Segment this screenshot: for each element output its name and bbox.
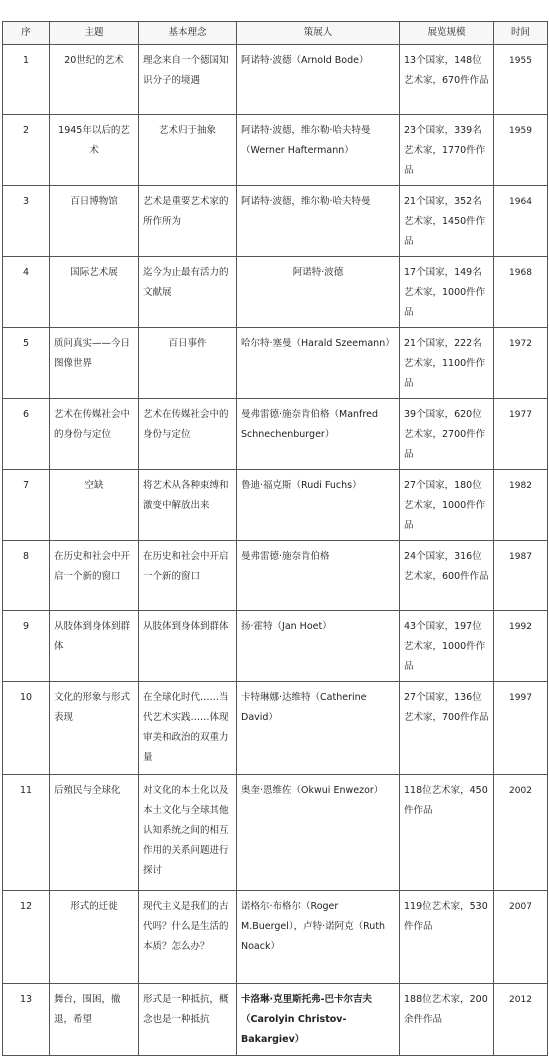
row-concept: 形式是一种抵抗，概念也是一种抵抗 xyxy=(139,984,237,1056)
row-theme: 形式的迁徙 xyxy=(50,891,139,984)
row-scale: 21个国家，352名艺术家，1450件作品 xyxy=(400,186,494,257)
row-theme: 百日博物馆 xyxy=(50,186,139,257)
row-curator: 卡洛琳·克里斯托弗-巴卡尔吉夫（Carolyin Christov-Bakargiev） xyxy=(237,984,400,1056)
row-year: 1992 xyxy=(494,611,548,682)
row-concept: 百日事件 xyxy=(139,328,237,399)
table-row xyxy=(3,541,548,611)
row-curator: 卡特琳娜·达维特（Catherine David） xyxy=(237,682,400,775)
row-year: 2002 xyxy=(494,775,548,891)
row-concept: 理念来自一个德国知识分子的境遇 xyxy=(139,45,237,115)
row-theme: 1945年以后的艺术 xyxy=(50,115,139,186)
row-year: 1964 xyxy=(494,186,548,257)
row-scale: 24个国家，316位艺术家，600件作品 xyxy=(400,541,494,611)
row-curator: 阿诺特·波德，维尔勒·哈夫特曼 xyxy=(237,186,400,257)
row-concept: 从肢体到身体到群体 xyxy=(139,611,237,682)
table-row xyxy=(3,682,548,775)
row-concept: 艺术在传媒社会中的身份与定位 xyxy=(139,399,237,470)
row-year: 1968 xyxy=(494,257,548,328)
row-scale: 43个国家，197位艺术家，1000件作品 xyxy=(400,611,494,682)
row-no: 7 xyxy=(3,470,50,541)
row-theme: 艺术在传媒社会中的身份与定位 xyxy=(50,399,139,470)
table-row xyxy=(3,891,548,984)
row-no: 13 xyxy=(3,984,50,1056)
row-no: 6 xyxy=(3,399,50,470)
row-scale: 118位艺术家，450件作品 xyxy=(400,775,494,891)
header-no: 序 xyxy=(3,22,50,45)
row-no: 5 xyxy=(3,328,50,399)
row-concept: 迄今为止最有活力的文献展 xyxy=(139,257,237,328)
row-curator: 曼弗雷德·施奈肯伯格 xyxy=(237,541,400,611)
row-theme: 从肢体到身体到群体 xyxy=(50,611,139,682)
table-row xyxy=(3,611,548,682)
row-concept: 在历史和社会中开启一个新的窗口 xyxy=(139,541,237,611)
row-no: 3 xyxy=(3,186,50,257)
documenta-table xyxy=(2,21,548,1056)
header-scale: 展览规模 xyxy=(400,22,494,45)
header-theme: 主题 xyxy=(50,22,139,45)
table-row xyxy=(3,328,548,399)
row-curator: 扬·霍特（Jan Hoet） xyxy=(237,611,400,682)
row-scale: 21个国家，222名艺术家，1100件作品 xyxy=(400,328,494,399)
table-row xyxy=(3,257,548,328)
header-concept: 基本理念 xyxy=(139,22,237,45)
row-scale: 27个国家，136位艺术家，700件作品 xyxy=(400,682,494,775)
table-row xyxy=(3,470,548,541)
row-year: 1977 xyxy=(494,399,548,470)
row-theme: 后殖民与全球化 xyxy=(50,775,139,891)
table-row xyxy=(3,115,548,186)
row-theme: 在历史和社会中开启一个新的窗口 xyxy=(50,541,139,611)
row-year: 1955 xyxy=(494,45,548,115)
row-curator: 鲁迪·福克斯（Rudi Fuchs） xyxy=(237,470,400,541)
table-row xyxy=(3,984,548,1056)
row-no: 10 xyxy=(3,682,50,775)
row-year: 1982 xyxy=(494,470,548,541)
row-no: 8 xyxy=(3,541,50,611)
row-concept: 将艺术从各种束缚和激变中解放出来 xyxy=(139,470,237,541)
table-row xyxy=(3,399,548,470)
row-no: 11 xyxy=(3,775,50,891)
table-row xyxy=(3,775,548,891)
row-theme: 20世纪的艺术 xyxy=(50,45,139,115)
header-row xyxy=(3,22,548,45)
row-theme: 文化的形象与形式表现 xyxy=(50,682,139,775)
row-curator: 诺格尔·布格尔（Roger M.Buergel），卢特·诺阿克（Ruth Noack） xyxy=(237,891,400,984)
row-theme: 质问真实——今日图像世界 xyxy=(50,328,139,399)
row-year: 1987 xyxy=(494,541,548,611)
row-curator: 哈尔特·塞曼（Harald Szeemann） xyxy=(237,328,400,399)
row-concept: 现代主义是我们的古代吗？什么是生活的本质？怎么办？ xyxy=(139,891,237,984)
row-concept: 艺术是重要艺术家的所作所为 xyxy=(139,186,237,257)
row-year: 1972 xyxy=(494,328,548,399)
table-row xyxy=(3,186,548,257)
row-scale: 188位艺术家，200余件作品 xyxy=(400,984,494,1056)
row-curator: 曼弗雷德·施奈肯伯格（Manfred Schnechenburger） xyxy=(237,399,400,470)
row-year: 2012 xyxy=(494,984,548,1056)
row-no: 9 xyxy=(3,611,50,682)
row-scale: 27个国家，180位艺术家，1000件作品 xyxy=(400,470,494,541)
row-concept: 对文化的本土化以及本土文化与全球其他认知系统之间的相互作用的关系问题进行探讨 xyxy=(139,775,237,891)
row-no: 2 xyxy=(3,115,50,186)
row-curator: 奥奎·恩维佐（Okwui Enwezor） xyxy=(237,775,400,891)
row-scale: 23个国家，339名艺术家，1770件作品 xyxy=(400,115,494,186)
row-year: 1997 xyxy=(494,682,548,775)
header-year: 时间 xyxy=(494,22,548,45)
row-year: 1959 xyxy=(494,115,548,186)
row-no: 12 xyxy=(3,891,50,984)
row-curator: 阿诺特·波德 xyxy=(237,257,400,328)
row-scale: 119位艺术家，530件作品 xyxy=(400,891,494,984)
header-curator: 策展人 xyxy=(237,22,400,45)
row-curator: 阿诺特·波德，维尔勒·哈夫特曼（Werner Haftermann） xyxy=(237,115,400,186)
table-row xyxy=(3,45,548,115)
row-concept: 艺术归于抽象 xyxy=(139,115,237,186)
row-no: 4 xyxy=(3,257,50,328)
row-scale: 13个国家，148位艺术家，670件作品 xyxy=(400,45,494,115)
row-theme: 国际艺术展 xyxy=(50,257,139,328)
row-concept: 在全球化时代……当代艺术实践……体现审美和政治的双重力量 xyxy=(139,682,237,775)
row-no: 1 xyxy=(3,45,50,115)
row-scale: 17个国家，149名艺术家，1000件作品 xyxy=(400,257,494,328)
row-theme: 舞台，围困，撤退，希望 xyxy=(50,984,139,1056)
row-theme: 空缺 xyxy=(50,470,139,541)
row-year: 2007 xyxy=(494,891,548,984)
row-curator: 阿诺特·波德（Arnold Bode） xyxy=(237,45,400,115)
row-scale: 39个国家，620位艺术家，2700件作品 xyxy=(400,399,494,470)
